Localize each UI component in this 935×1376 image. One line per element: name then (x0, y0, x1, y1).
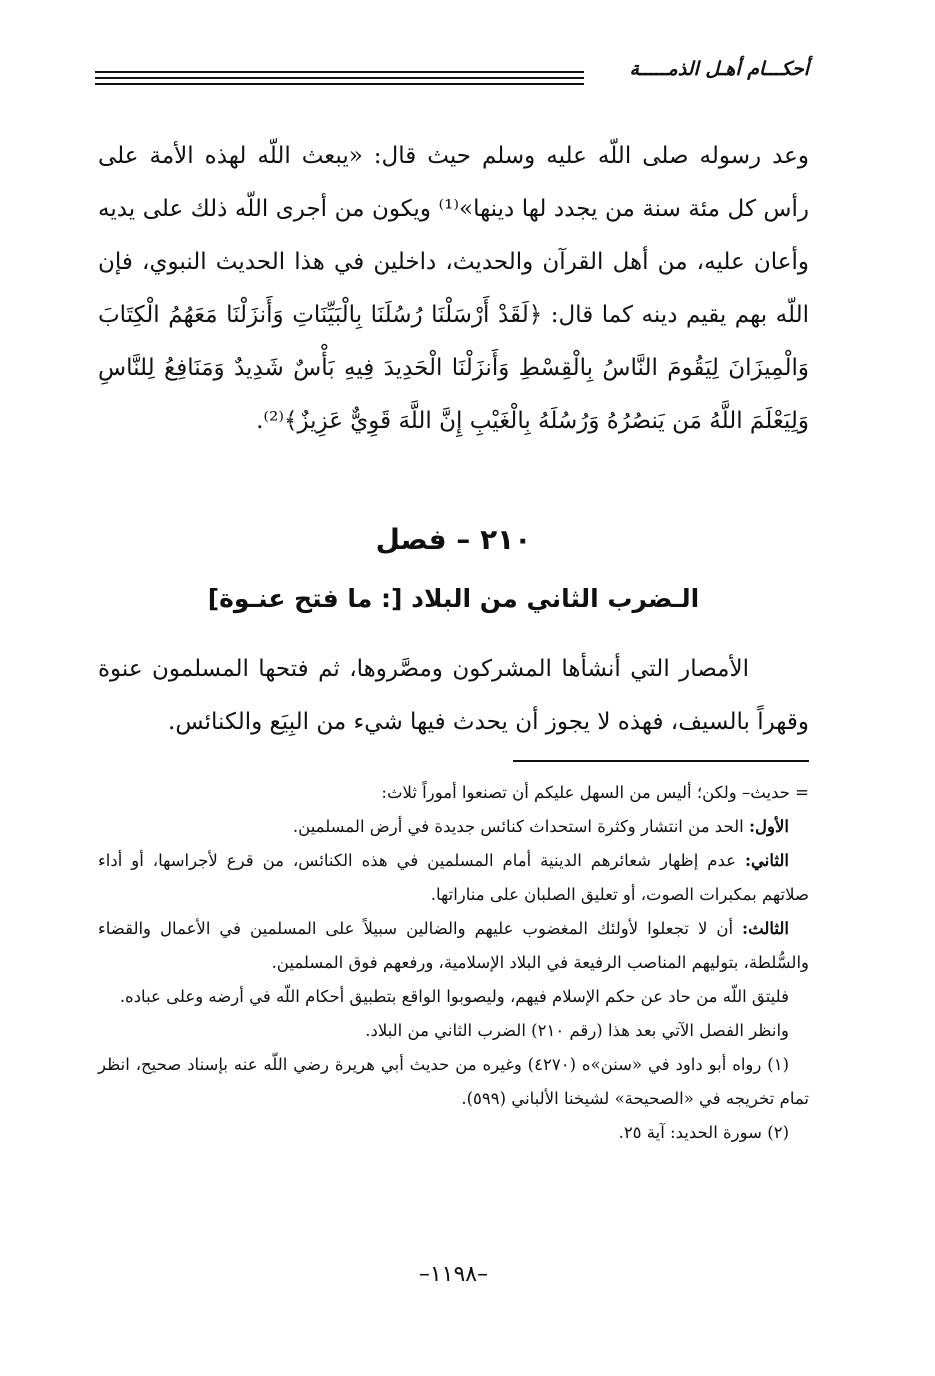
footnote-closing: فليتق اللّه من حاد عن حكم الإسلام فيهم، وليصوبوا الواقع بتطبيق أحكام اللّه في أرضه وعلى عباده. (119, 987, 789, 1006)
page-number: –١١٩٨– (418, 1262, 489, 1287)
footnote-2: (٢) سورة الحديد: آية ٢٥. (618, 1123, 789, 1142)
footnote-point-second-lead: الثاني: (744, 851, 789, 870)
section-number-heading: ٢١٠ – فصل (375, 523, 532, 556)
footnote-point-first (98, 810, 809, 844)
footnote-point-second (98, 844, 809, 912)
running-header (95, 56, 809, 92)
footnote-point-third-lead: الثالث: (742, 919, 789, 938)
section-body-paragraph: الأمصار التي أنشأها المشركون ومصَّروها، ثم فتحها المسلمون عنوة وقهراً بالسيف، فهذه لا يجوز أن يحدث فيها شيء من البِيَع والكنائس. (98, 656, 809, 735)
running-header-title: أحكـــام أهـل الذمـــــة (629, 58, 809, 80)
footnote-point-first-lead: الأول: (748, 817, 789, 836)
footnote-separator (513, 760, 809, 762)
footnote-point-third-text: أن لا تجعلوا لأولئك المغضوب عليهم والضالين سبيلاً على المسلمين في الأعمال والقضاء والسُّلطة، بتوليهم المناصب الرفيعة في البلاد الإسلامية، ورفعهم فوق المسلمين. (98, 919, 809, 972)
main-paragraph: وعد رسوله صلى اللّه عليه وسلم حيث قال: «يبعث اللّه لهذه الأمة على رأس كل مئة سنة من يجدد لها دينها»⁽¹⁾ ويكون من أجرى اللّه ذلك على يديه وأعان عليه، من أهل القرآن والحديث، داخلين في هذا الحديث النبوي، فإن اللّه بهم يقيم دينه كما قال: ﴿لَقَدْ أَرْسَلْنَا رُسُلَنَا بِالْبَيِّنَاتِ وَأَنزَلْنَا مَعَهُمُ الْكِتَابَ وَالْمِيزَانَ لِيَقُومَ النَّاسُ بِالْقِسْطِ وَأَنزَلْنَا الْحَدِيدَ فِيهِ بَأْسٌ شَدِيدٌ وَمَنَافِعُ لِلنَّاسِ وَلِيَعْلَمَ اللَّهُ مَن يَنصُرُهُ وَرُسُلَهُ بِالْغَيْبِ إِنَّ اللَّهَ قَوِيٌّ عَزِيزٌ﴾⁽²⁾. (98, 143, 809, 434)
footnote-point-third (98, 912, 809, 980)
footnote-1: (١) رواه أبو داود في «سنن»ه (٤٢٧٠) وغيره من حديث أبي هريرة رضي اللّه عنه بإسناد صحيح، انظر تمام تخريجه في «الصحيحة» لشيخنا الألباني (٥٩٩). (98, 1055, 809, 1108)
footnote-point-second-text: عدم إظهار شعائرهم الدينية أمام المسلمين في هذه الكنائس، من قرع لأجراسها، أو أداء صلاتهم بمكبرات الصوت، أو تعليق الصلبان على مناراتها. (98, 851, 809, 904)
section-body-block (98, 643, 809, 749)
section-title: الـضرب الثاني من البلاد [: ما فتح عنـوة] (207, 584, 700, 613)
footnotes (98, 776, 809, 1150)
footnote-see-also: وانظر الفصل الآتي بعد هذا (رقم ٢١٠) الضرب الثاني من البلاد. (365, 1021, 789, 1040)
header-rule (95, 71, 584, 85)
footnote-continuation: = حديث– ولكن؛ أليس من السهل عليكم أن تصنعوا أموراً ثلاث: (381, 783, 809, 802)
footnote-point-first-text: الحد من انتشار وكثرة استحداث كنائس جديدة في أرض المسلمين. (292, 817, 749, 836)
main-paragraph-block (98, 130, 809, 448)
